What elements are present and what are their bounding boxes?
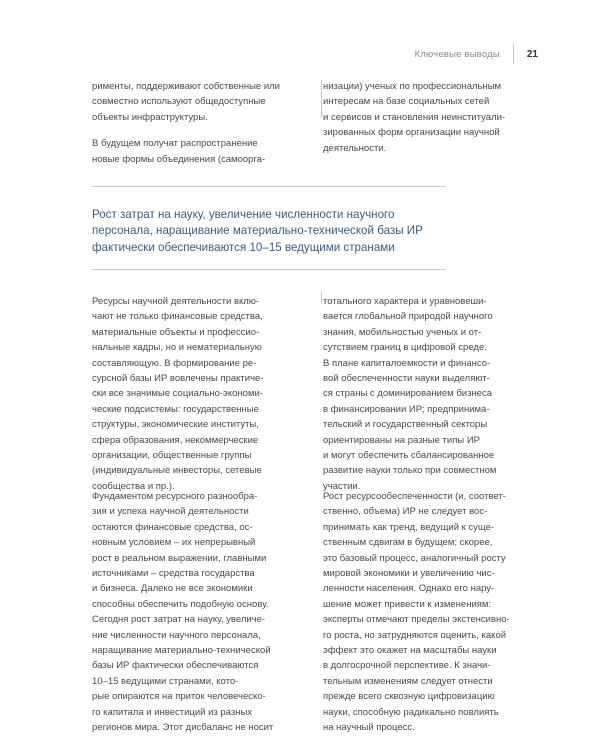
column-divider [321,292,322,304]
pull-quote-line: фактически обеспечиваются 10–15 ведущими странами [92,240,395,254]
text-line: базы ИР фактически обеспечиваются [92,660,259,672]
middle-right-paragraph-2 [323,356,496,495]
text-line: участии. [323,480,361,492]
text-line: знания, мобильностью ученых и от- [323,326,482,338]
text-line: рые опираются на приток человеческо- [92,691,266,703]
lower-right-column [323,489,510,736]
text-line: зия и успеха научной деятельности [92,506,249,518]
text-line: регионов мира. Этот дисбаланс не носит [92,722,274,734]
text-line: источниками – средства государства [92,568,255,580]
text-line: остаются финансовые средства, ос- [92,521,253,533]
text-line: прежде всего сквозную цифровизацию [323,691,495,703]
text-line: это базовый процесс, аналогичный росту [323,552,506,564]
text-line: составляющую. В формирование ре- [92,357,257,369]
text-line: вается глобальной природой научного [323,311,493,323]
callout-top-rule [92,186,446,187]
top-left-paragraph-1 [92,79,280,125]
text-line: вой обеспеченности науки выделяют- [323,373,490,385]
page-header [415,44,538,64]
text-line: способны обеспечить подобную основу. [92,598,269,610]
text-line: го капитала и инвестиций из разных [92,706,253,718]
lower-left-column [92,489,273,736]
middle-left-column [92,294,263,494]
top-left-paragraph-2 [92,136,280,167]
middle-left-paragraph [92,294,263,494]
text-line: сообщества и пр.). [92,480,175,492]
text-line: деятельности. [323,142,387,154]
text-line: в долгосрочной перспективе. К значи- [323,660,491,672]
text-line: эксперты отмечают пределы экстенсивно- [323,614,510,626]
text-line: Сегодня рост затрат на науку, увеличе- [92,614,266,626]
text-line: в финансировании ИР; предпринима- [323,403,490,415]
text-line: (индивидуальные инвесторы, сетевые [92,465,262,477]
text-line: сутствием границ в цифровой среде. [323,342,487,354]
pull-quote-line: персонала, наращивание материально-технической базы ИР [92,224,423,238]
callout-bottom-rule [92,269,446,270]
text-line: на научный процесс. [323,722,415,734]
text-line: ние численности научного персонала, [92,629,261,641]
text-line: новным условием – их непрерывный [92,537,256,549]
pull-quote [92,207,423,256]
text-line: ориентированы на разные типы ИР [323,434,480,446]
text-line: чают не только финансовые средства, [92,311,263,323]
text-line: сурсной базы ИР вовлечены практиче- [92,373,264,385]
text-line: тельным изменениям следует отнести [323,675,493,687]
pull-quote-line: Рост затрат на науку, увеличение численности научного [92,208,395,221]
middle-right-paragraph-1 [323,294,496,356]
text-line: и сервисов и становления неинституали- [323,111,506,123]
lower-right-paragraph [323,489,510,736]
text-line: В плане капиталоемкости и финансо- [323,357,491,369]
text-line: го роста, но затрудняются оценить, какой [323,629,507,641]
text-line: шение может привести к изменениям: [323,598,492,610]
top-right-column [323,79,505,156]
text-line: тельский и государственный секторы [323,419,488,431]
text-line: развитие науки только при совместном [323,465,497,477]
text-line: сфера образования, некоммерческие [92,434,259,446]
header-divider [513,44,514,64]
top-right-paragraph-1 [323,79,505,156]
column-divider [321,80,322,118]
text-line: рост в реальном выражении, главными [92,552,267,564]
text-line: принимать как тренд, ведущий к суще- [323,521,495,533]
text-line: ленности населения. Однако его нару- [323,583,495,595]
text-line: нальные кадры, но и нематериальную [92,342,262,354]
top-left-column [92,79,280,167]
text-line: совместно используют общедоступные [92,96,266,108]
section-title: Ключевые выводы [414,48,500,60]
text-line: рименты, поддерживают собственные или [92,81,280,92]
middle-right-column [323,294,496,494]
text-line: науки, способную радикально повлиять [323,706,499,718]
text-line: тотального характера и уравновеши- [323,296,487,307]
text-line: ческие подсистемы: государственные [92,403,259,415]
text-line: зированных форм организации научной [323,127,500,139]
text-line: новые формы объединения (самоорга- [92,153,266,165]
text-line: В будущем получат распространение [92,138,258,150]
text-line: интересам на базе социальных сетей [323,96,490,108]
text-line: организации, общественные группы [92,450,252,462]
text-line: ственным сдвигам в будущем; скорее, [323,537,493,549]
text-line: материальные объекты и профессио- [92,326,260,338]
text-line: структуры, экономические институты, [92,419,259,431]
text-line: низации) ученых по профессиональным [323,81,502,92]
lower-left-paragraph [92,489,273,736]
text-line: ски все значимые социально-экономи- [92,388,263,400]
page-number: 21 [526,48,538,60]
text-line: ся страны с доминированием бизнеса [323,388,492,400]
text-line: объекты инфраструктуры. [92,111,208,123]
text-line: наращивание материально-технической [92,645,271,657]
text-line: и могут обеспечить сбалансированное [323,450,495,462]
text-line: Рост ресурсообеспеченности (и, соответ- [323,491,506,502]
text-line: ственно, объема) ИР не следует вос- [323,506,488,518]
text-line: 10–15 ведущими странами, кото- [92,675,239,687]
text-line: и бизнеса. Далеко не все экономики [92,583,253,595]
text-line: Фундаментом ресурсного разнообра- [92,491,258,502]
text-line: мировой экономики и увеличению чис- [323,568,495,580]
text-line: Ресурсы научной деятельности вклю- [92,296,260,307]
text-line: эффект это окажет на масштабы науки [323,645,497,657]
